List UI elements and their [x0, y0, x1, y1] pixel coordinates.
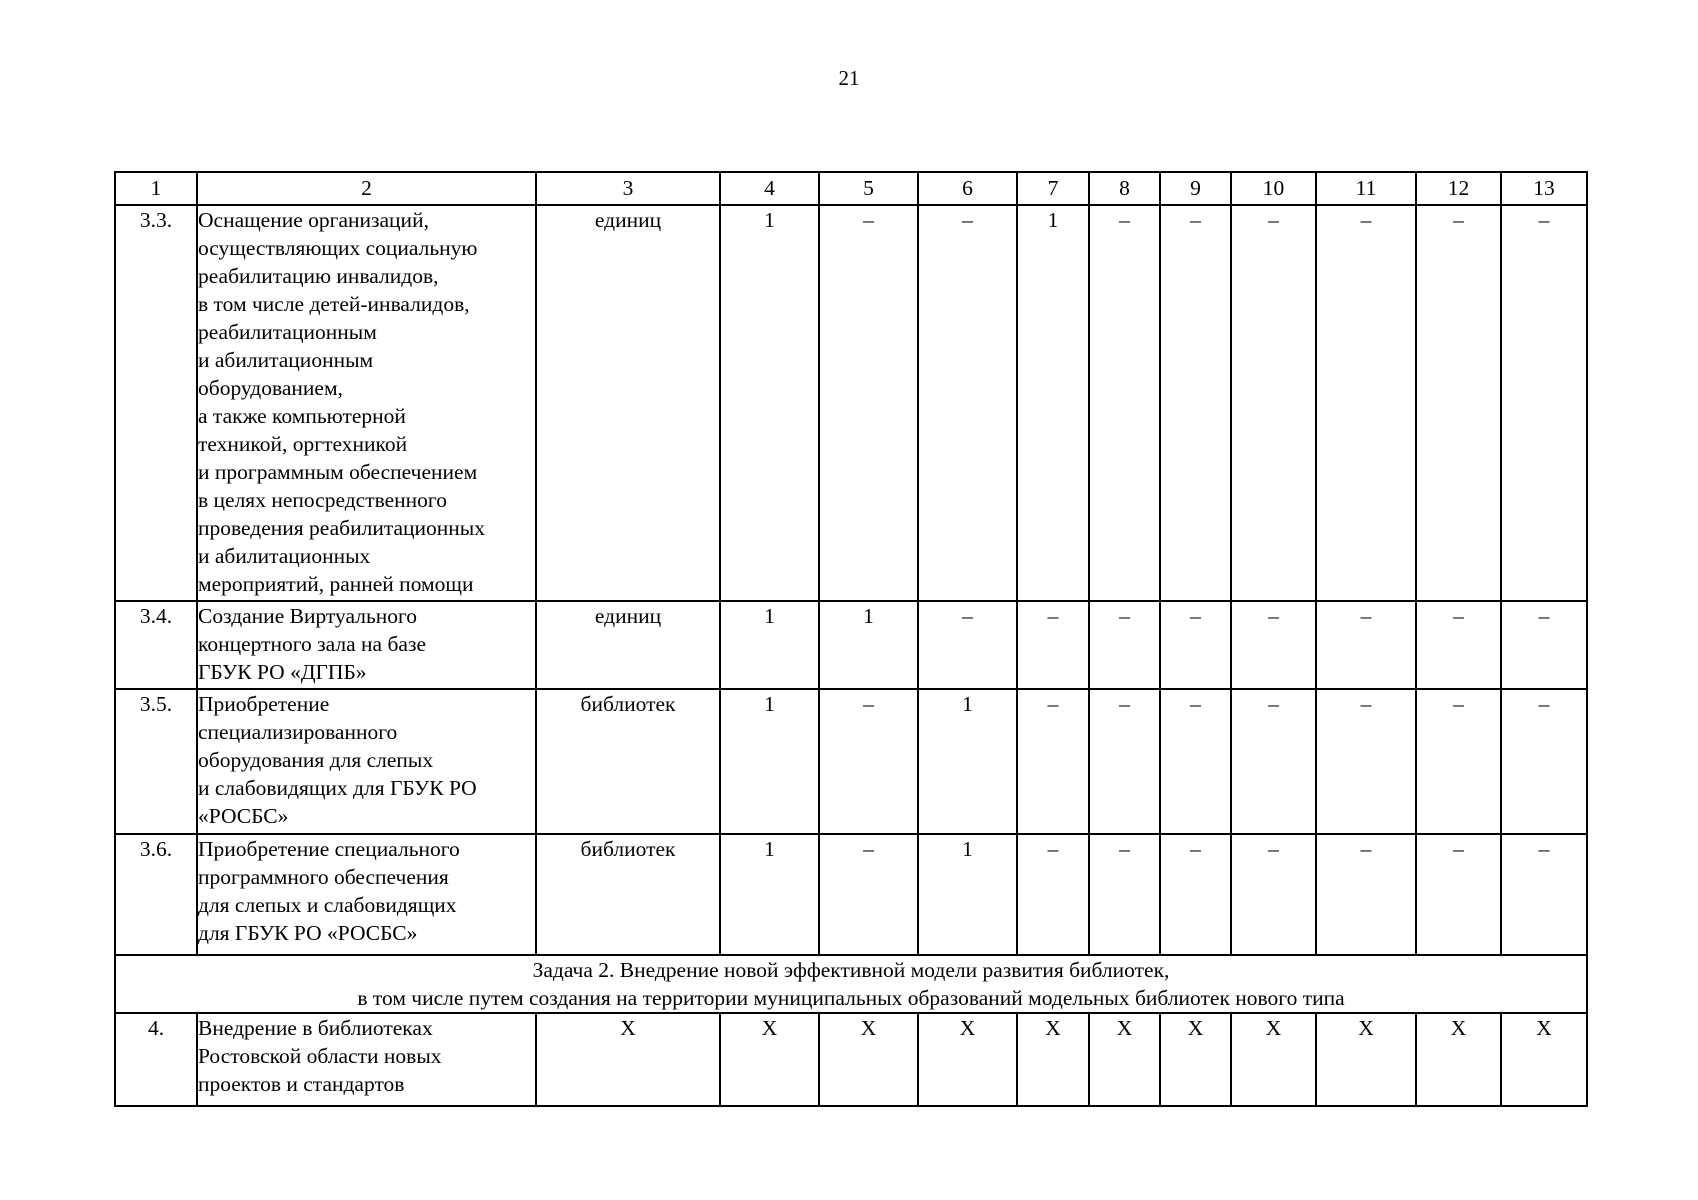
name-line: и слабовидящих для ГБУК РО: [198, 776, 477, 800]
value-cell: Х: [1160, 1013, 1231, 1106]
value-cell: –: [1416, 601, 1501, 689]
column-header: 3: [536, 172, 720, 205]
value-cell: –: [1501, 834, 1587, 955]
table-row: [115, 1013, 1587, 1106]
column-header: 9: [1160, 172, 1231, 205]
name-line: и абилитационных: [198, 544, 371, 568]
name-line: и программным обеспечением: [198, 460, 478, 484]
row-number: 3.6.: [115, 834, 197, 955]
column-header: 10: [1231, 172, 1316, 205]
value-cell: –: [1316, 205, 1416, 601]
row-name: [197, 601, 536, 689]
table-row: [115, 834, 1587, 955]
unit-cell: единиц: [536, 205, 720, 601]
value-cell: –: [1231, 689, 1316, 834]
value-cell: Х: [1416, 1013, 1501, 1106]
name-line: реабилитацию инвалидов,: [198, 264, 439, 288]
value-cell: –: [1501, 601, 1587, 689]
value-cell: –: [1231, 834, 1316, 955]
value-cell: Х: [819, 1013, 918, 1106]
name-line: осуществляющих социальную: [198, 236, 478, 260]
unit-cell: библиотек: [536, 834, 720, 955]
unit-cell: единиц: [536, 601, 720, 689]
value-cell: –: [1416, 689, 1501, 834]
value-cell: Х: [918, 1013, 1017, 1106]
value-cell: –: [819, 834, 918, 955]
name-line: Ростовской области новых: [198, 1044, 442, 1068]
row-number: 4.: [115, 1013, 197, 1106]
row-number: 3.3.: [115, 205, 197, 601]
task-heading-line: Задача 2. Внедрение новой эффективной модели развития библиотек,: [532, 958, 1170, 982]
value-cell: –: [1231, 601, 1316, 689]
name-line: оборудованием,: [198, 376, 343, 400]
page-number: 21: [838, 66, 860, 90]
column-header: 6: [918, 172, 1017, 205]
value-cell: –: [1160, 689, 1231, 834]
header-row: [115, 172, 1587, 205]
value-cell: –: [1160, 601, 1231, 689]
task-heading: [115, 955, 1587, 1013]
value-cell: 1: [918, 689, 1017, 834]
name-line: программного обеспечения: [198, 865, 449, 889]
name-line: в том числе детей-инвалидов,: [198, 292, 470, 316]
value-cell: –: [1416, 205, 1501, 601]
name-line: для слепых и слабовидящих: [198, 893, 457, 917]
name-line: а также компьютерной: [198, 404, 406, 428]
value-cell: Х: [1017, 1013, 1089, 1106]
column-header: 2: [197, 172, 536, 205]
row-name: [197, 834, 536, 955]
name-line: реабилитационным: [198, 320, 377, 344]
value-cell: –: [1160, 205, 1231, 601]
row-name: [197, 1013, 536, 1106]
value-cell: –: [918, 601, 1017, 689]
value-cell: 1: [1017, 205, 1089, 601]
value-cell: –: [1316, 834, 1416, 955]
name-line: концертного зала на базе: [198, 632, 426, 656]
name-line: Внедрение в библиотеках: [198, 1016, 433, 1040]
column-header: 7: [1017, 172, 1089, 205]
value-cell: Х: [1316, 1013, 1416, 1106]
value-cell: Х: [1089, 1013, 1160, 1106]
table-row: [115, 601, 1587, 689]
value-cell: 1: [720, 834, 819, 955]
unit-cell: Х: [536, 1013, 720, 1106]
value-cell: 1: [819, 601, 918, 689]
row-number: 3.4.: [115, 601, 197, 689]
value-cell: 1: [918, 834, 1017, 955]
value-cell: –: [918, 205, 1017, 601]
name-line: специализированного: [198, 720, 398, 744]
value-cell: –: [1017, 689, 1089, 834]
name-line: для ГБУК РО «РОСБС»: [198, 921, 418, 945]
table-row: [115, 205, 1587, 601]
row-name: [197, 689, 536, 834]
name-line: в целях непосредственного: [198, 488, 447, 512]
column-header: 13: [1501, 172, 1587, 205]
value-cell: –: [1017, 834, 1089, 955]
value-cell: –: [1501, 689, 1587, 834]
name-line: Приобретение: [198, 692, 330, 716]
value-cell: –: [1017, 601, 1089, 689]
value-cell: –: [1160, 834, 1231, 955]
value-cell: Х: [720, 1013, 819, 1106]
column-header: 8: [1089, 172, 1160, 205]
value-cell: 1: [720, 601, 819, 689]
name-line: Приобретение специального: [198, 837, 460, 861]
value-cell: –: [819, 205, 918, 601]
column-header: 5: [819, 172, 918, 205]
name-line: Создание Виртуального: [198, 604, 418, 628]
value-cell: –: [1316, 601, 1416, 689]
column-header: 11: [1316, 172, 1416, 205]
value-cell: 1: [720, 689, 819, 834]
row-number: 3.5.: [115, 689, 197, 834]
name-line: техникой, оргтехникой: [198, 432, 408, 456]
value-cell: –: [1089, 834, 1160, 955]
value-cell: –: [1231, 205, 1316, 601]
name-line: проектов и стандартов: [198, 1072, 405, 1096]
value-cell: –: [1501, 205, 1587, 601]
unit-cell: библиотек: [536, 689, 720, 834]
name-line: Оснащение организаций,: [198, 208, 429, 232]
column-header: 4: [720, 172, 819, 205]
value-cell: Х: [1501, 1013, 1587, 1106]
value-cell: –: [1089, 601, 1160, 689]
value-cell: –: [1089, 205, 1160, 601]
value-cell: 1: [720, 205, 819, 601]
row-name: [197, 205, 536, 601]
data-table: [114, 171, 1588, 1107]
name-line: ГБУК РО «ДГПБ»: [198, 660, 367, 684]
value-cell: –: [1316, 689, 1416, 834]
column-header: 12: [1416, 172, 1501, 205]
value-cell: –: [819, 689, 918, 834]
task-heading-line: в том числе путем создания на территории муниципальных образований модельных библиотек нового типа: [357, 986, 1345, 1010]
name-line: проведения реабилитационных: [198, 516, 485, 540]
name-line: и абилитационным: [198, 348, 374, 372]
name-line: оборудования для слепых: [198, 748, 434, 772]
table-row: [115, 689, 1587, 834]
value-cell: –: [1089, 689, 1160, 834]
value-cell: –: [1416, 834, 1501, 955]
name-line: мероприятий, ранней помощи: [198, 572, 474, 596]
value-cell: Х: [1231, 1013, 1316, 1106]
column-header: 1: [115, 172, 197, 205]
name-line: «РОСБС»: [198, 804, 289, 828]
task-row: [115, 955, 1587, 1013]
